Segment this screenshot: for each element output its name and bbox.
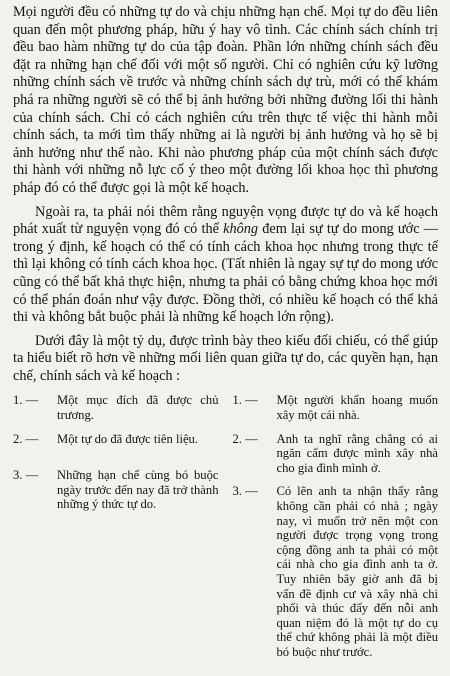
- left-column: [13, 393, 219, 668]
- list-item: [13, 393, 219, 422]
- item-number: 1. —: [232, 393, 258, 408]
- item-number: 2. —: [13, 431, 39, 446]
- item-number: 3. —: [13, 468, 39, 483]
- list-item: [233, 393, 439, 422]
- paragraph-2-text-a: Ngoài ra, ta phải nói thêm rằng nguyện vọng được tự do và kế hoạch phát xuất từ nguyện vọng đó có thể: [13, 203, 438, 238]
- list-item: [13, 468, 219, 512]
- comparison-columns: [13, 393, 438, 668]
- paragraph-2-text-b: đem lại sự tự do mong ước — trong ý định, kế hoạch có thể có tính cách khoa học nhưng trong thực tế thì lại không có tính cách khoa học. (Tất nhiên là ngay sự tự do mong ước cũng có thể bất khả thực hiện, nhưng ta phải có bằng chứng khoa học mới có thể phán đoán như vậy được. Đồng thời, có nhiều kế hoạch có thể khả thi và không bắt buộc phải là những kế hoạch lớn rộng).: [13, 221, 438, 326]
- paragraph-3: Dưới đây là một tỷ dụ, được trình bày theo kiểu đối chiếu, có thể giúp ta hiểu biết rõ hơn về những mối liên quan giữa tự do, các quyền hạn, hạn chế, chính sách và kế hoạch :: [13, 332, 438, 384]
- item-text: Những hạn chế cùng bó buộc ngày trước đến nay đã trở thành những ý thức tự do.: [57, 468, 219, 512]
- item-text: Anh ta nghĩ rằng chẳng có ai ngăn cấm được mình xây nhà cho gia đình mình ở.: [276, 431, 438, 475]
- list-item: [233, 432, 439, 476]
- item-text: Một tự do đã được tiên liệu.: [57, 431, 198, 446]
- emphasis-word: không: [223, 221, 259, 238]
- right-column: [233, 393, 439, 668]
- item-number: 1. —: [13, 393, 39, 408]
- item-number: 2. —: [232, 431, 258, 446]
- item-text: Một người khẩn hoang muốn xây một cái nhà.: [276, 393, 438, 423]
- list-item: [233, 484, 439, 659]
- paragraph-1: Mọi người đều có những tự do và chịu những hạn chế. Mọi tự do đều liên quan đến một phương pháp, hữu ý hay vô tình. Các chính sách chính trị đều bao hàm những tự do của tập đoàn. Phần lớn những chính sách đều đặt ra những hạn chế đối với một số người. Chỉ có nghiên cứu kỹ lưỡng những chính sách về trước và những chính sách dự trù, mới có thể khám phá ra những người sẽ có thể bị ảnh hưởng bởi những đường lối thi hành của chính sách. Chỉ có cách nghiên cứu trên thực tế việc thi hành mỗi chính sách, ta mới tìm thấy những ai là người bị ảnh hưởng và họ sẽ bị ảnh hưởng như thế nào. Khi nào phương pháp của một chính sách được thi hành với những nỗ lực cố ý theo một đường lối khoa học thì phương pháp đó có thể được gọi là một kế hoạch.: [13, 4, 438, 196]
- item-text: Một mục đích đã được chủ trương.: [57, 393, 219, 423]
- paragraph-2: [13, 204, 438, 327]
- item-number: 3. —: [232, 484, 258, 499]
- item-text: Có lẽn anh ta nhận thấy rằng không cần phải có nhà ; ngày nay, vì muốn trở nên một con người được trọng vọng trong cộng đồng anh ta phải có một cái nhà cho gia đình anh ta ở. Tuy nhiên bây giờ anh đã bị vấn đề định cư và xây nhà chi phối và thúc đẩy đến nỗi anh quan niệm đó là một tự do cụ thể chứ không phải là một điều bó buộc như trước.: [276, 484, 438, 659]
- list-item: [13, 432, 219, 447]
